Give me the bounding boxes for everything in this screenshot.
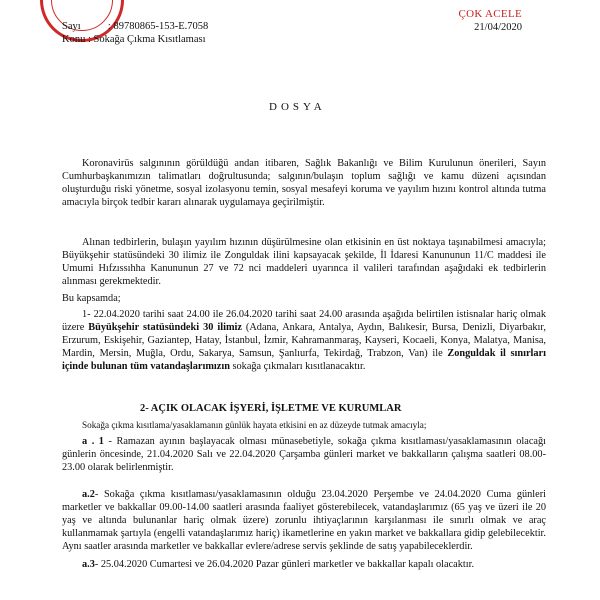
item-a2	[62, 488, 546, 553]
konu-value: : Sokağa Çıkma Kısıtlaması	[87, 34, 206, 45]
zonguldak-bold: Zonguldak il sınırları içinde bulunan tüm vatandaşlarımızın	[62, 348, 546, 372]
curfew-paragraph	[62, 308, 546, 373]
urgency-label: ÇOK ACELE	[458, 8, 522, 20]
intro-paragraph: Koronavirüs salgınının görüldüğü andan itibaren, Sağlık Bakanlığı ve Bilim Kurulunun önerileri, Sayın Cumhurbaşkanımızın talimatları doğrultusunda; salgının/bulaşın toplum sağlığı ve kamu düzeni açısından oluşturduğu riski yönetme, sosyal izolasyonu temin, sosyal mesafeyi koruma ve yayılım hızını kontrol altında tutma amacıyla birçok tedbir kararı alınarak uygulamaya geçirilmiştir.	[62, 158, 546, 208]
document-date: 21/04/2020	[474, 22, 522, 33]
item-a3-text: - 25.04.2020 Cumartesi ve 26.04.2020 Pazar günleri marketler ve bakkallar kapalı olacaktır.	[94, 559, 475, 570]
section-intro: Sokağa çıkma kısıtlama/yasaklamanın günlük hayata etkisini en az düzeyde tutmak amacıyla;	[82, 420, 427, 430]
curfew-text-start: 1- 22.04.2020 tarihi saat 24.00 ile 26.04.2020 tarihi saat 24.00 arasında aşağıda belirtilen istisnalar hariç olmak üzere	[62, 309, 546, 333]
item-a1	[62, 435, 546, 474]
item-a3	[62, 558, 546, 571]
konu-label: Konu	[62, 34, 86, 45]
item-a2-label: a.2	[82, 489, 95, 500]
measures-paragraph: Alınan tedbirlerin, bulaşın yayılım hızının düşürülmesine olan etkisinin en üst noktaya taşınabilmesi amacıyla; Büyükşehir statüsündeki 30 ilimiz ile Zonguldak ilini kapsayacak şekilde, İl İdaresi Kanununun 11/C maddesi ile Umumi Hıfzıssıhha Kanununun 27 ve 72 nci maddeleri uyarınca il valileri tarafından aşağıdaki ek tedbirlerin alınması gerekmektedir.	[62, 237, 546, 287]
document-title: DOSYA	[269, 101, 326, 113]
sayi-label: Sayı	[62, 21, 81, 32]
sayi-value: : 89780865-153-E.7058	[107, 21, 209, 32]
curfew-text-end: sokağa çıkmaları kısıtlanacaktır.	[229, 361, 366, 372]
curfew-city-list: (Adana, Ankara, Antalya, Aydın, Balıkesir, Bursa, Denizli, Diyarbakır, Erzurum, Eskişehir, Gaziantep, Hatay, İstanbul, İzmir, Kahramanmaraş, Kayseri, Kocaeli, Konya, Malatya, Manisa, Mardin, Mersin, Muğla, Ordu, Sakarya, Samsun, Şanlıurfa, Tekirdağ, Trabzon, Van) ile	[62, 322, 546, 359]
scope-paragraph: Bu kapsamda;	[62, 293, 121, 304]
metropolitan-cities-bold: Büyükşehir statüsündeki 30 ilimiz	[88, 322, 242, 333]
item-a1-label: a . 1	[82, 436, 104, 447]
document-number	[62, 20, 208, 33]
item-a3-label: a.3	[82, 559, 95, 570]
document-subject	[62, 33, 206, 46]
item-a2-text: - Sokağa çıkma kısıtlaması/yasaklamasının olduğu 23.04.2020 Perşembe ve 24.04.2020 Cuma günleri marketler ve bakkallar 09.00-14.00 saatleri arasında faaliyet gösterebilecek, vatandaşlarımız (65 yaş ve üzeri ile 20 yaş ve altında bulunanlar hariç olmak üzere) zorunlu ihtiyaçlarının karşılanması ile sınırlı olmak ve araç kullanmamak şartıyla (engelli vatandaşlarımız hariç) ikametlerine en yakın market ve bakkallara gidip gelebilecektir. Aynı saatler arasında marketler ve bakkallar evlere/adrese servis şeklinde de satış yapabileceklerdir.	[62, 489, 546, 552]
section-heading-open-businesses: 2- AÇIK OLACAK İŞYERİ, İŞLETME VE KURUMLAR	[140, 403, 402, 414]
item-a1-text: - Ramazan ayının başlayacak olması münasebetiyle, sokağa çıkma kısıtlaması/yasaklamasının olacağı günlerin öncesinde, 21.04.2020 Salı ve 22.04.2020 Çarşamba günleri market ve bakkalların çalışma saatleri 08.00-23.00 olarak belirlenmiştir.	[62, 436, 546, 473]
